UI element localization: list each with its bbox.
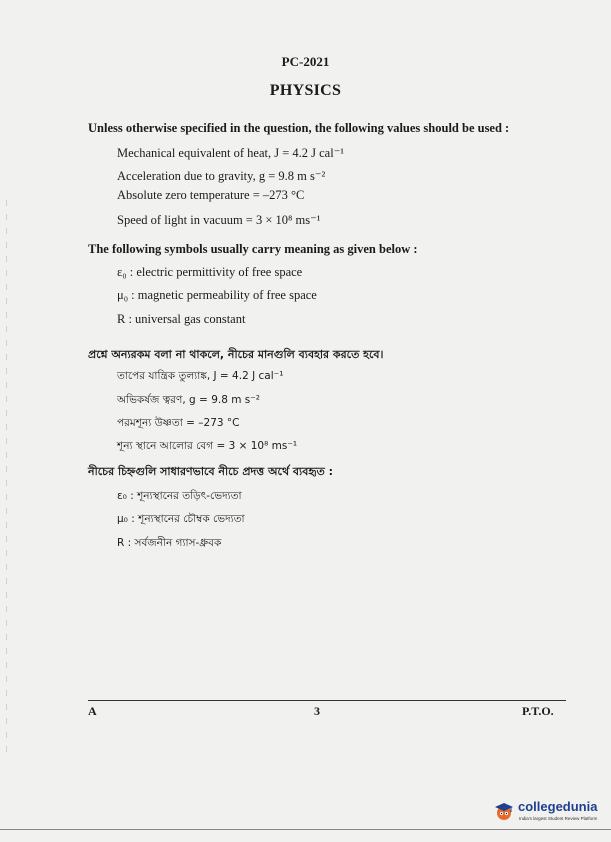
symbol-line-en: ε₀ : electric permittivity of free space	[117, 265, 303, 279]
value-line-en: Absolute zero temperature = –273 °C	[117, 188, 305, 202]
value-line-en: Mechanical equivalent of heat, J = 4.2 J cal⁻¹	[117, 146, 345, 160]
scan-bottom-line	[0, 829, 611, 830]
page-number: 3	[314, 704, 320, 718]
symbol-line-bn: ε₀ : শূন্যস্থানের তড়িৎ-ভেদ্যতা	[117, 490, 242, 502]
symbols-heading-en: The following symbols usually carry meaning as given below :	[88, 242, 418, 256]
value-line-en: Acceleration due to gravity, g = 9.8 m s⁻²	[117, 169, 326, 183]
value-line-bn: শূন্য স্থানে আলোর বেগ = 3 × 10⁸ ms⁻¹	[117, 440, 298, 452]
graduate-cap-icon	[493, 800, 515, 822]
symbol-line-bn: μ₀ : শূন্যস্থানের চৌম্বক ভেদ্যতা	[117, 513, 245, 525]
symbol-line-en: μ₀ : magnetic permeability of free space	[117, 288, 317, 302]
values-heading-bn: প্রশ্নে অন্যরকম বলা না থাকলে, নীচের মানগুলি ব্যবহার করতে হবে।	[88, 348, 384, 361]
pto-label: P.T.O.	[522, 704, 554, 718]
symbol-line-en: R : universal gas constant	[117, 312, 246, 326]
symbols-heading-bn: নীচের চিহ্নগুলি সাধারণভাবে নীচে প্রদত্ত অর্থে ব্যবহৃত :	[88, 465, 334, 478]
symbol-line-bn: R : সর্বজনীন গ্যাস-ধ্রুবক	[117, 537, 222, 549]
logo-tagline: India's largest Student Review Platform	[519, 816, 598, 821]
footer-divider	[88, 700, 566, 701]
booklet-series: A	[88, 704, 97, 718]
margin-scan-mark	[6, 200, 7, 760]
values-heading-en: Unless otherwise specified in the question, the following values should be used :	[88, 121, 510, 135]
value-line-bn: তাপের যান্ত্রিক তুল্যাঙ্ক, J = 4.2 J cal⁻¹	[117, 370, 284, 382]
value-line-en: Speed of light in vacuum = 3 × 10⁸ ms⁻¹	[117, 213, 321, 227]
page-title: PHYSICS	[269, 82, 342, 99]
value-line-bn: অভিকর্ষজ ত্বরণ, g = 9.8 m s⁻²	[117, 394, 261, 406]
paper-code: PC-2021	[281, 54, 330, 69]
collegedunia-logo	[493, 798, 603, 826]
logo-brand-text: collegedunia	[518, 799, 598, 814]
value-line-bn: পরমশূন্য উষ্ণতা = –273 °C	[117, 417, 240, 429]
